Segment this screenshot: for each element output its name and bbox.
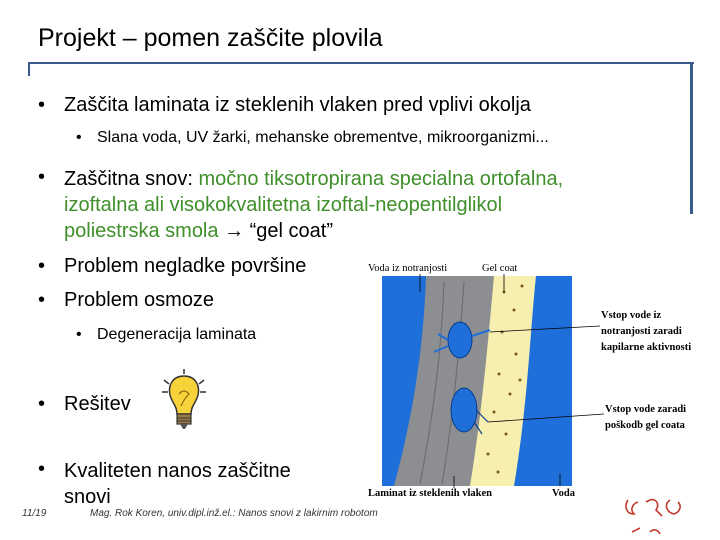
bullet-marker: • — [38, 94, 46, 116]
label-capillary-2: notranjosti zaradi — [601, 326, 682, 337]
capillary-blister — [448, 322, 472, 358]
protective-substance-desc-2: izoftalna ali visokokvalitetna izoftal-neopentilglikol — [64, 194, 503, 216]
osmosis-diagram — [364, 262, 720, 508]
label-laminate: Laminat iz steklenih vlaken — [368, 488, 492, 499]
label-damage-1: Vstop vode zaradi — [605, 404, 687, 415]
quality-coating-line-2: snovi — [64, 486, 111, 508]
sub-bullet-environment-factors: Slana voda, UV žarki, mehanske obrementve, mikroorganizmi... — [97, 129, 549, 146]
quality-coating-line-1: Kvaliteten nanos zaščitne — [64, 460, 291, 482]
sub-bullet-laminate-degeneration: Degeneracija laminata — [97, 326, 257, 343]
decorative-logo — [620, 492, 720, 540]
bullet-quality-coating — [64, 458, 291, 510]
protective-substance-desc-1: močno tiksotropirana specialna ortofalna, — [198, 168, 564, 190]
label-capillary-1: Vstop vode iz — [601, 310, 662, 321]
slide-title: Projekt – pomen zaščite plovila — [38, 24, 383, 52]
footer-author: Mag. Rok Koren, univ.dipl.inž.el.: Nanos snovi z lakirnim robotom — [90, 508, 378, 519]
bullet-rough-surface: Problem negladke površine — [64, 255, 307, 277]
label-water: Voda — [552, 488, 575, 499]
lightbulb-icon — [160, 368, 208, 438]
bullet-marker: • — [38, 289, 46, 311]
bullet-marker: • — [38, 255, 46, 277]
frame-right-border — [690, 62, 693, 214]
page-number: 11/19 — [22, 508, 47, 519]
title-underline — [28, 62, 694, 64]
bullet-osmosis: Problem osmoze — [64, 289, 215, 311]
protective-substance-desc-3: poliestrska smola — [64, 220, 219, 242]
arrow-icon: → — [224, 220, 245, 242]
gel-coat-term: “gel coat” — [244, 220, 334, 242]
protective-substance-label: Zaščitna snov: — [64, 168, 199, 190]
label-damage-2: poškodb gel coata — [605, 420, 685, 431]
bullet-protective-substance — [64, 166, 563, 244]
bullet-marker: • — [38, 458, 46, 480]
bullet-marker: • — [38, 166, 46, 188]
damage-blister — [451, 388, 477, 432]
bullet-marker: • — [76, 129, 82, 146]
bullet-marker: • — [76, 326, 82, 343]
label-inner-water: Voda iz notranjosti — [368, 263, 448, 274]
label-capillary-3: kapilarne aktivnosti — [601, 342, 692, 353]
frame-left-border — [28, 62, 30, 76]
bullet-laminate-protection: Zaščita laminata iz steklenih vlaken pred vplivi okolja — [64, 94, 531, 116]
label-gel-coat: Gel coat — [482, 263, 518, 274]
bullet-marker: • — [38, 393, 46, 415]
bullet-solution: Rešitev — [64, 393, 131, 415]
